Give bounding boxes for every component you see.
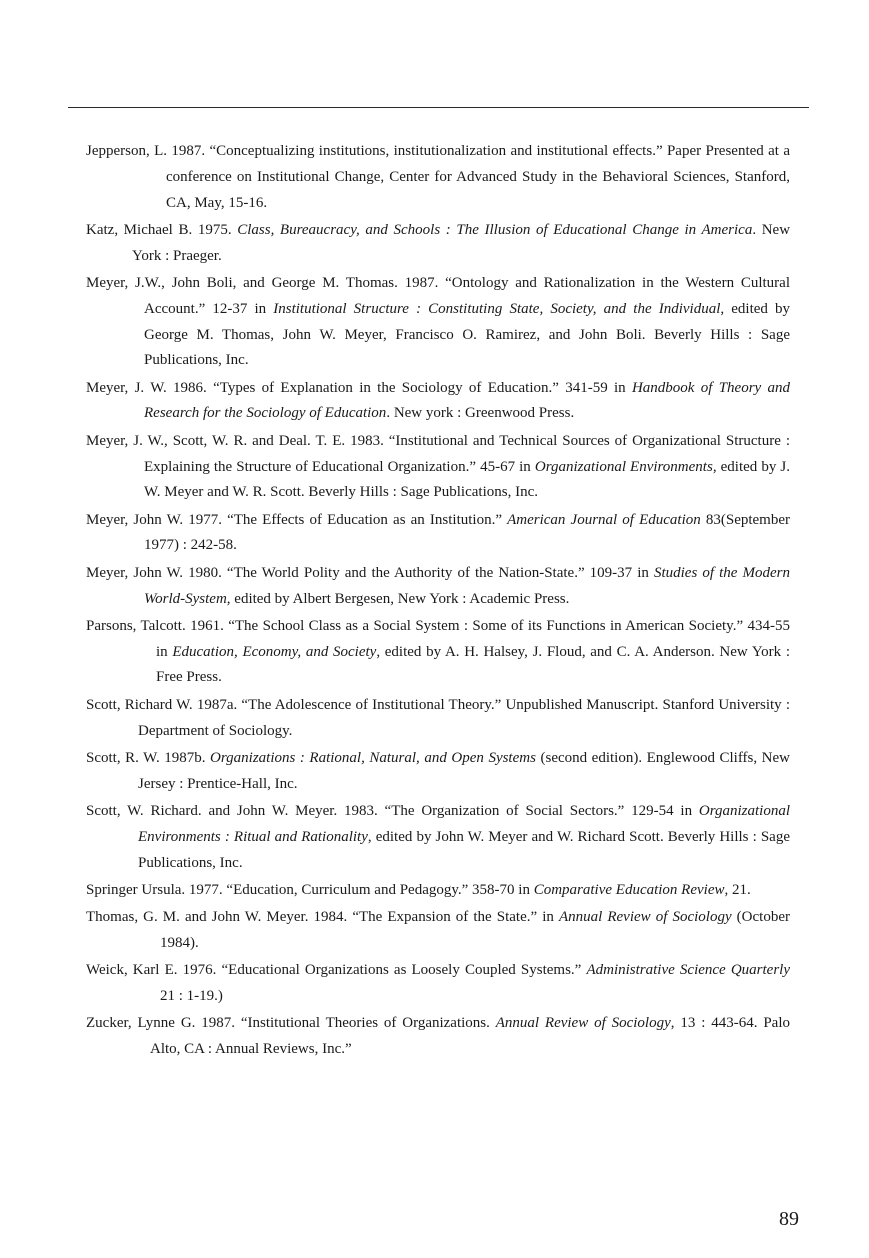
reference-title: Organizational Environments : Ritual and Rationality: [138, 802, 790, 845]
reference-text: 1987b.: [159, 749, 211, 766]
reference-text: 1980. “The World Polity and the Authority of the Nation-State.” 109-37 in: [183, 564, 654, 581]
reference-title: Handbook of Theory and Research for the Sociology of Education: [144, 379, 790, 422]
reference-author: Katz, Michael B.: [86, 221, 193, 238]
reference-text: . New york : Greenwood Press.: [386, 405, 575, 422]
reference-entry: [86, 429, 790, 506]
reference-text: 1987. “Institutional Theories of Organizations.: [195, 1015, 496, 1032]
reference-author: Meyer, John W.: [86, 511, 184, 528]
reference-entry: [86, 905, 790, 957]
reference-title: Administrative Science Quarterly: [586, 962, 790, 979]
reference-title: Class, Bureaucracy, and Schools : The Illusion of Educational Change in America: [237, 221, 753, 238]
reference-list: [86, 139, 790, 1064]
reference-title: Organizational Environments: [534, 458, 713, 475]
reference-text: , edited by Albert Bergesen, New York : Academic Press.: [226, 590, 570, 607]
reference-entry: [86, 271, 790, 374]
reference-author: Scott, R. W.: [86, 749, 160, 766]
reference-text: 21 : 1-19.): [160, 988, 223, 1004]
reference-text: , edited by J. W. Meyer and W. R. Scott. Beverly Hills : Sage Publications, Inc.: [144, 458, 790, 501]
reference-text: , edited by A. H. Halsey, J. Floud, and C. A. Anderson. New York : Free Press.: [156, 643, 791, 686]
reference-author: Meyer, J. W., Scott, W. R. and Deal. T. E.: [86, 432, 346, 449]
reference-title: Studies of the Modern World-System: [144, 564, 790, 607]
reference-title: Institutional Structure : Constituting State, Society, and the Individual: [273, 300, 721, 317]
reference-author: Thomas, G. M. and John W. Meyer.: [86, 909, 309, 926]
reference-entry: [86, 508, 790, 560]
page-number: 89: [779, 1208, 799, 1230]
reference-author: Jepperson, L.: [86, 143, 168, 159]
reference-author: Meyer, J.W., John Boli, and George M. Thomas.: [86, 274, 398, 291]
reference-author: Scott, W. Richard. and John W. Meyer.: [86, 802, 338, 819]
header-rule: [68, 107, 809, 108]
reference-entry: [86, 799, 790, 876]
reference-entry: [86, 561, 790, 613]
reference-text: 1984. “The Expansion of the State.” in: [308, 909, 559, 926]
reference-entry: [86, 878, 790, 904]
reference-author: Meyer, J. W.: [86, 379, 167, 396]
reference-author: Weick, Karl E.: [86, 962, 178, 979]
reference-entry: [86, 614, 790, 691]
reference-text: 1986. “Types of Explanation in the Sociology of Education.” 341-59 in: [166, 379, 632, 396]
reference-text: . New York : Praeger.: [132, 221, 791, 264]
reference-author: Parsons, Talcott.: [86, 617, 186, 634]
reference-entry: [86, 746, 790, 798]
reference-text: 1977. “Education, Curriculum and Pedagogy.” 358-70 in: [185, 881, 534, 898]
reference-title: American Journal of Education: [507, 511, 701, 528]
reference-text: 1961. “The School Class as a Social System : Some of its Functions in American Society.” 434-55 in: [156, 617, 790, 660]
reference-text: 1983. “Institutional and Technical Sources of Organizational Structure : Explaining the Structure of Educational Organization.” 45-67 in: [144, 432, 790, 475]
reference-text: 1983. “The Organization of Social Sectors.” 129-54 in: [337, 802, 699, 819]
reference-author: Zucker, Lynne G.: [86, 1015, 196, 1032]
reference-text: 83(September 1977) : 242-58.: [144, 511, 791, 554]
reference-text: 1976. “Educational Organizations as Loosely Coupled Systems.”: [177, 962, 587, 979]
reference-entry: [86, 1011, 790, 1063]
reference-title: Annual Review of Sociology: [558, 909, 732, 926]
reference-entry: [86, 139, 790, 216]
reference-title: Organizations : Rational, Natural, and Open Systems: [210, 749, 536, 766]
reference-title: Education, Economy, and Society: [172, 643, 377, 660]
reference-text: (October 1984).: [160, 909, 790, 951]
reference-text: , edited by George M. Thomas, John W. Meyer, Francisco O. Ramirez, and John Boli. Beverly Hills : Sage Publications, Inc.: [144, 300, 791, 369]
reference-entry: [86, 376, 790, 428]
reference-text: , 13 : 443-64. Palo Alto, CA : Annual Reviews, Inc.”: [150, 1015, 790, 1058]
reference-text: 1987a. “The Adolescence of Institutional Theory.” Unpublished Manuscript. Stanford University : Department of Sociology.: [138, 696, 790, 739]
reference-title: Comparative Education Review: [533, 881, 725, 898]
reference-entry: [86, 218, 790, 270]
reference-text: 1975.: [192, 221, 238, 238]
reference-author: Springer Ursula.: [86, 881, 186, 898]
reference-text: , edited by John W. Meyer and W. Richard Scott. Beverly Hills : Sage Publications, Inc.: [138, 828, 790, 871]
reference-text: 1987. “Ontology and Rationalization in the Western Cultural Account.” 12-37 in: [144, 274, 790, 317]
reference-title: Annual Review of Sociology: [495, 1015, 671, 1032]
reference-text: 1977. “The Effects of Education as an Institution.”: [183, 511, 508, 528]
reference-entry: [86, 693, 790, 745]
reference-author: Meyer, John W.: [86, 564, 184, 581]
reference-author: Scott, Richard W.: [86, 696, 193, 713]
reference-entry: [86, 958, 790, 1010]
reference-text: 1987. “Conceptualizing institutions, institutionalization and institutional effects.” Paper Presented at a conference on Institutional Change, Center for Advanced Study in the Behavioral Sciences, Stanford, CA, May, 15-16.: [166, 143, 790, 211]
reference-text: (second edition). Englewood Cliffs, New Jersey : Prentice-Hall, Inc.: [138, 749, 791, 792]
reference-text: , 21.: [724, 881, 751, 898]
